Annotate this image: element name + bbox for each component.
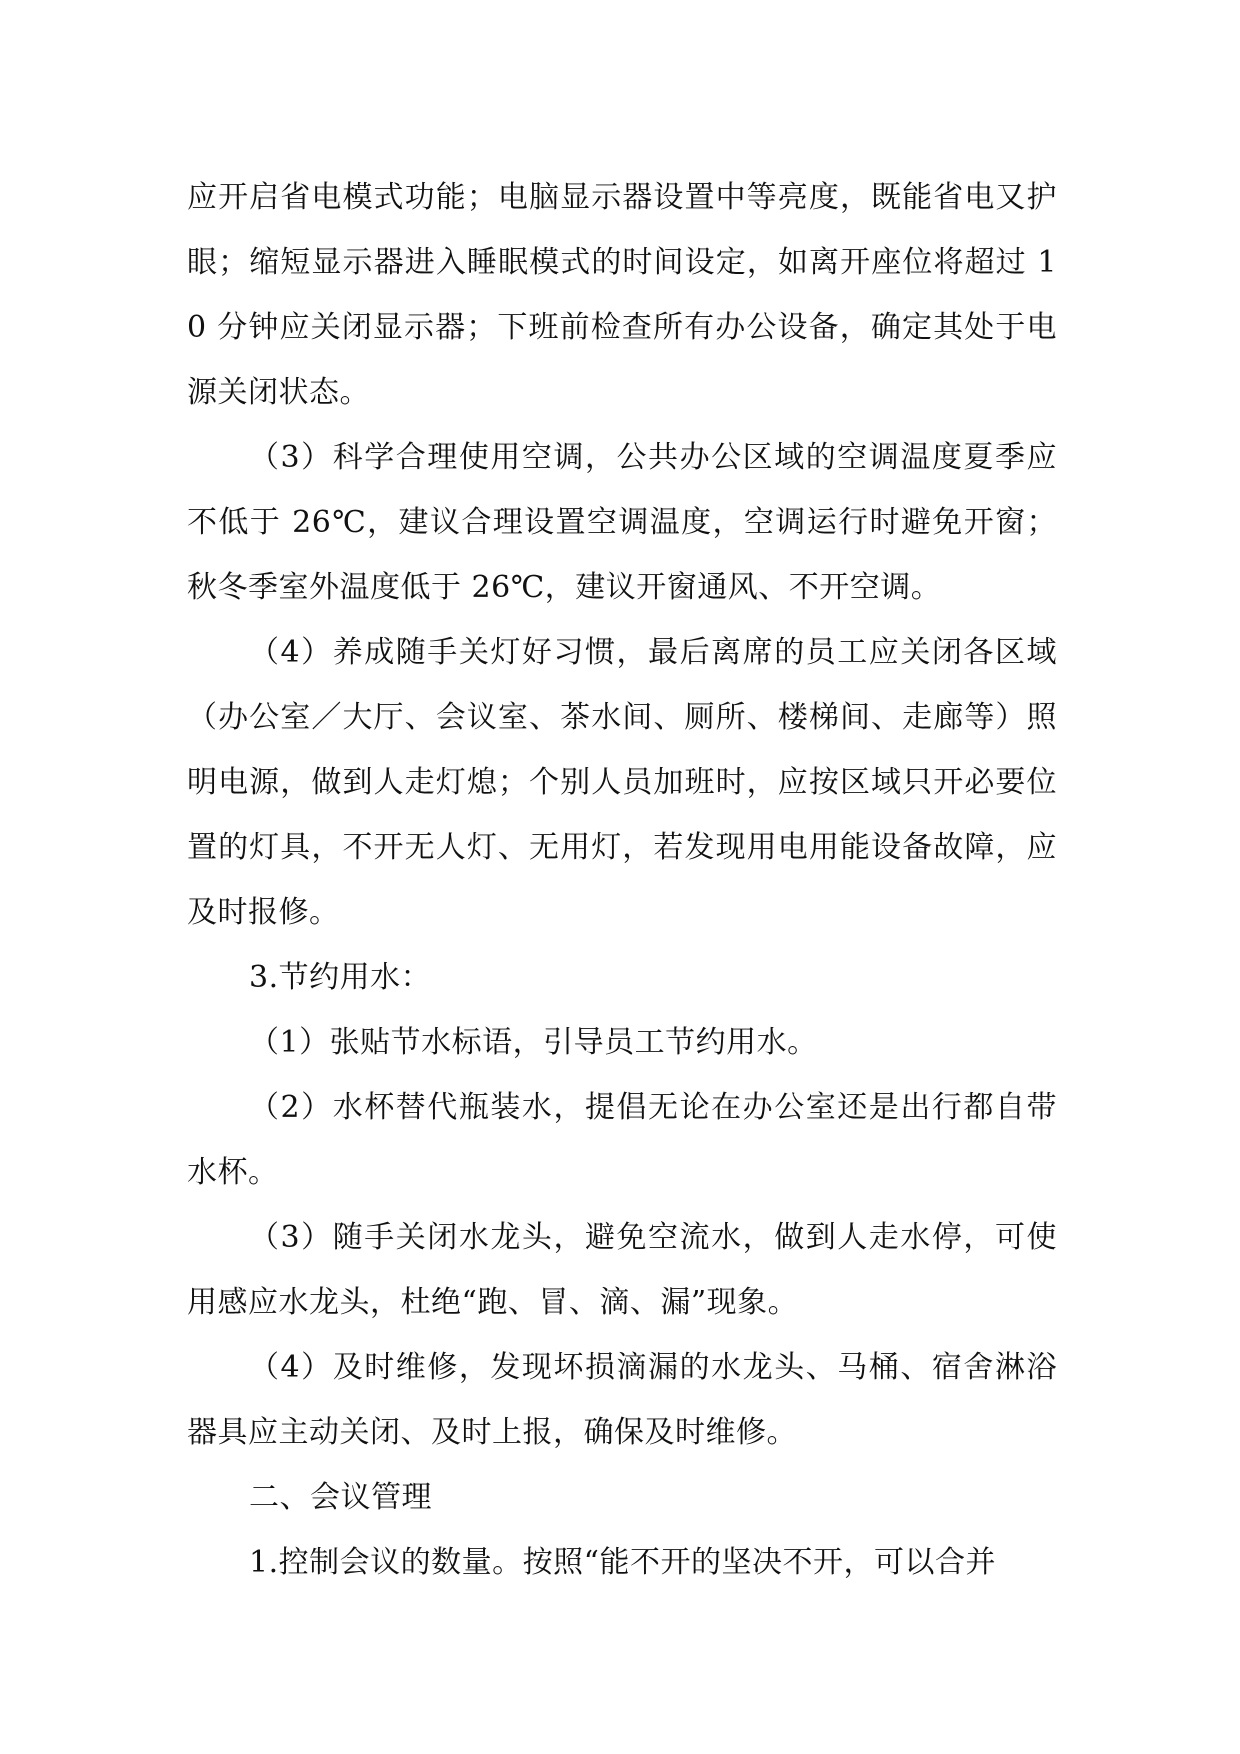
document-page bbox=[187, 165, 1057, 1595]
paragraph-repairs: （4）及时维修，发现坏损滴漏的水龙头、马桶、宿舍淋浴器具应主动关闭、及时上报，确保及时维修。 bbox=[187, 1350, 1057, 1450]
heading-meeting-management: 二、会议管理 bbox=[249, 1480, 432, 1515]
paragraph-water-slogans: （1）张贴节水标语，引导员工节约用水。 bbox=[249, 1025, 818, 1060]
paragraph-water-cups: （2）水杯替代瓶装水，提倡无论在办公室还是出行都自带水杯。 bbox=[187, 1090, 1057, 1190]
paragraph-meeting-count: 1.控制会议的数量。按照“能不开的坚决不开，可以合并 bbox=[249, 1545, 996, 1580]
paragraph-faucets: （3）随手关闭水龙头，避免空流水，做到人走水停，可使用感应水龙头，杜绝“跑、冒、滴、漏”现象。 bbox=[187, 1220, 1057, 1320]
paragraph-air-conditioning: （3）科学合理使用空调，公共办公区域的空调温度夏季应不低于 26℃，建议合理设置空调温度，空调运行时避免开窗；秋冬季室外温度低于 26℃，建议开窗通风、不开空调。 bbox=[187, 440, 1057, 605]
heading-water-saving: 3.节约用水： bbox=[249, 960, 432, 995]
paragraph-lighting: （4）养成随手关灯好习惯，最后离席的员工应关闭各区域（办公室／大厅、会议室、茶水间、厕所、楼梯间、走廊等）照明电源，做到人走灯熄；个别人员加班时，应按区域只开必要位置的灯具，不开无人灯、无用灯，若发现用电用能设备故障，应及时报修。 bbox=[187, 635, 1057, 930]
paragraph-power-saving: 应开启省电模式功能；电脑显示器设置中等亮度，既能省电又护眼；缩短显示器进入睡眠模式的时间设定，如离开座位将超过 10 分钟应关闭显示器；下班前检查所有办公设备，确定其处于电源关闭状态。 bbox=[187, 180, 1057, 410]
